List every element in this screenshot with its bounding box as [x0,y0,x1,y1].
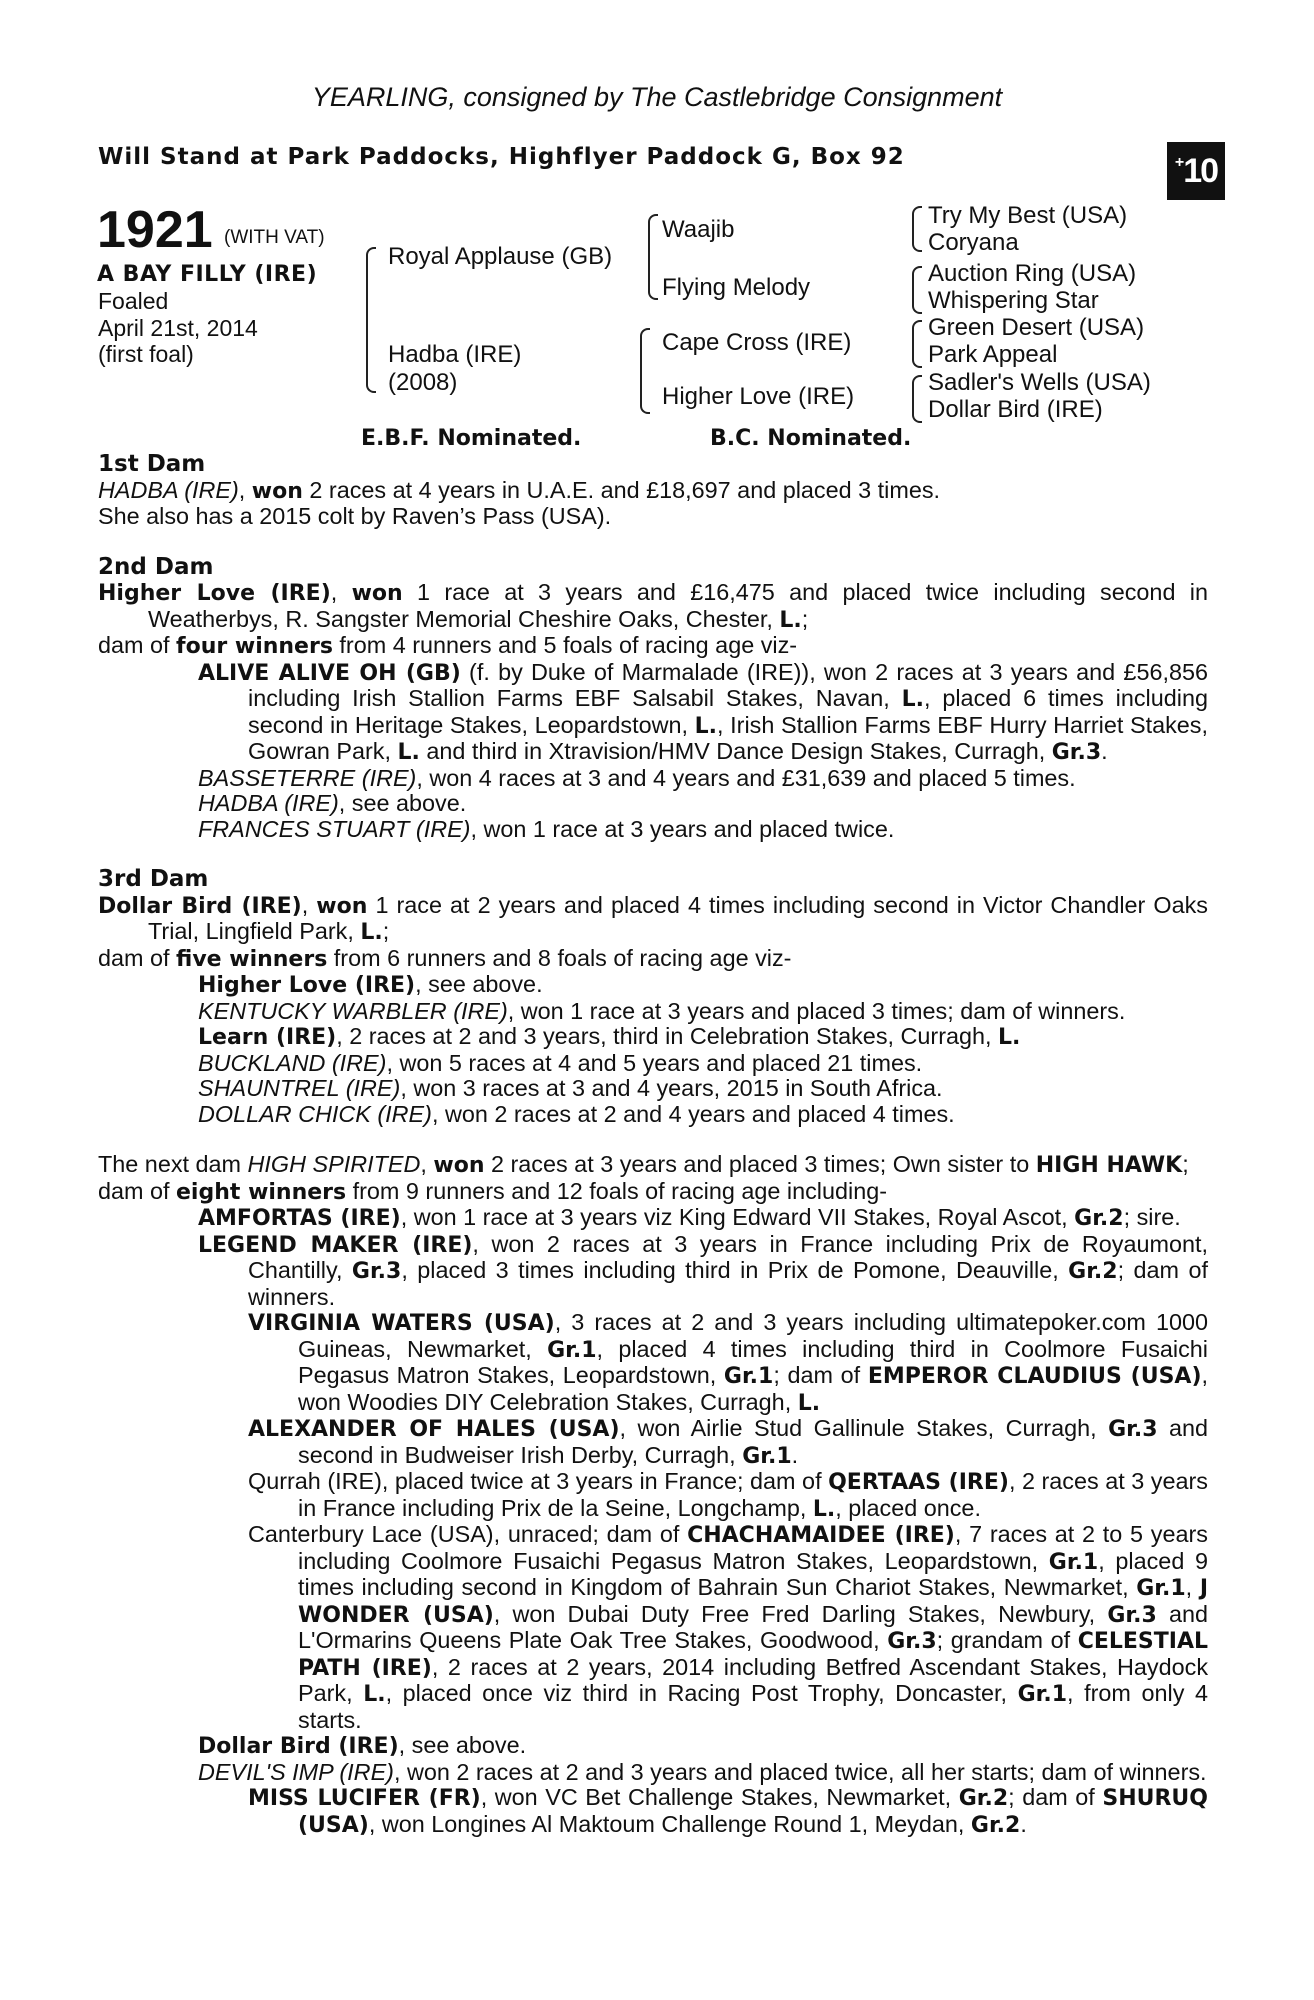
pedigree-brace-7 [912,375,922,423]
progeny-text: , 7 races at 2 to 5 years including Coolmore Fusaichi Pegasus Matron Stakes, Leopardstown, [298,1521,1208,1574]
progeny-entry [98,999,1208,1025]
progeny-text: , 3 races at 2 and 3 years including ultimatepoker.com 1000 Guineas, Newmarket, [298,1309,1208,1362]
lot-badge [1167,142,1225,200]
pedigree-dam-sire: Cape Cross (IRE) [662,329,852,356]
second-dam-title: 2nd Dam [98,553,214,580]
stabling-location: Will Stand at Park Paddocks, Highflyer Paddock G, Box 92 [98,144,905,170]
entry-text: The next dam [98,1151,248,1177]
progeny-entry [98,766,1208,792]
badge-plus: + [1174,154,1183,171]
group-label: Gr.2 [958,1786,1009,1811]
badge-number: 10 [1183,151,1218,190]
won-label: won [351,581,403,606]
progeny-name: DOLLAR CHICK (IRE) [198,1100,432,1127]
lot-name: A BAY FILLY (IRE) [97,262,318,287]
progeny-name: LEGEND MAKER (IRE) [198,1232,473,1258]
progeny-name: ALEXANDER OF HALES (USA) [248,1417,620,1442]
progeny-entry [98,1310,1208,1416]
progeny-text: , 2 races at 2 years, 2014 including Betfred Ascendant Stakes, Haydock Park, [298,1653,1209,1706]
foaled-label: Foaled [98,288,169,314]
second-dam-entry: Higher Love (IRE), won 1 race at 3 years and £16,475 and placed twice including second in Weatherbys, R. Sangster Memorial Cheshire Oaks, Chester, L.; [98,579,1208,633]
entry-text: 2 races at 4 years in U.A.E. and £18,697 and placed 3 times. [302,476,941,503]
progeny-entry [98,1522,1208,1733]
progeny-text: and third in Xtravision/HMV Dance Design Stakes, Curragh, [419,738,1052,764]
progeny-name: AMFORTAS (IRE) [198,1206,401,1231]
third-dam-dam-of [98,946,1208,973]
progeny-text: , [1185,1574,1200,1600]
progeny-text: ; dam of winners. [248,1257,1208,1310]
group-label: Gr.1 [742,1443,792,1469]
group-label: Gr.3 [1051,740,1102,765]
progeny-name: SHAUNTREL (IRE) [198,1075,401,1101]
group-label: Gr.3 [1108,1417,1158,1442]
entry-text-end: ; [801,605,809,632]
winners-count: five winners [176,946,328,972]
foaled-date: April 21st, 2014 [98,315,258,341]
progeny-text: ; grandam of [936,1627,1078,1653]
pedigree-g1: Try My Best (USA) [928,202,1128,229]
second-dam-dam-of [98,633,1208,660]
dam-name: Higher Love (IRE) [98,581,331,606]
catalogue-body [98,452,1208,1838]
listed-label: L. [779,607,802,633]
progeny-name: SHURUQ (USA) [298,1786,1208,1838]
pedigree-brace-6 [912,320,922,368]
progeny-text: . [1101,738,1108,764]
progeny-name: BASSETERRE (IRE) [198,764,417,791]
dam-name: Dollar Bird (IRE) [98,893,302,919]
pedigree-brace-2 [648,214,658,300]
progeny-name: KENTUCKY WARBLER (IRE) [198,997,508,1024]
progeny-entry [98,817,1208,843]
progeny-text: , won 5 races at 4 and 5 years and placed 21 times. [386,1049,923,1076]
lot-number: 1921 [97,201,213,259]
sister-name: HIGH HAWK [1035,1153,1183,1178]
group-label: Gr.3 [351,1259,402,1284]
first-dam-entry: HADBA (IRE), won 2 races at 4 years in U.A.E. and £18,697 and placed 3 times. [98,476,941,504]
dam-of-prefix: dam of [98,1177,177,1204]
progeny-text: , placed once. [835,1494,981,1521]
group-label: Gr.3 [1107,1602,1157,1628]
group-label: Gr.1 [723,1364,774,1389]
progeny-name: Learn (IRE) [198,1025,337,1050]
bc-nominated: B.C. Nominated. [710,426,912,451]
progeny-name: CELESTIAL PATH (IRE) [298,1629,1208,1681]
progeny-text: , won Airlie Stud Gallinule Stakes, Curragh, [619,1415,1109,1441]
progeny-name: DEVIL'S IMP (IRE) [198,1758,394,1785]
listed-label: L. [360,920,383,945]
progeny-entry [98,1205,1208,1232]
entry-text: ; [1182,1151,1189,1177]
pedigree-dam: Hadba (IRE) [388,341,522,368]
pedigree-sire-dam: Flying Melody [662,274,811,301]
dam-of-prefix: dam of [98,944,177,971]
progeny-entry [98,1760,1208,1786]
foal-note: (first foal) [98,341,194,367]
progeny-entry [98,1733,1208,1760]
progeny-name: Higher Love (IRE) [198,973,416,998]
group-label: Gr.1 [1048,1549,1099,1575]
progeny-text: Canterbury Lace (USA), unraced; dam of [248,1521,688,1547]
progeny-text: ; sire. [1123,1204,1181,1230]
progeny-entry [98,1785,1208,1838]
progeny-text: (f. by Duke of Marmalade (IRE)), won 2 races at 3 years and £56,856 including Irish Stallion Farms EBF Salsabil Stakes, Navan, [248,658,1208,711]
progeny-entry [98,1076,1208,1102]
next-dam-entry [98,1152,1208,1179]
third-dam-title: 3rd Dam [98,866,209,892]
next-dam-dam-of [98,1179,1208,1206]
progeny-text: , won 4 races at 3 and 4 years and £31,639 and placed 5 times. [416,764,1076,791]
progeny-entry [98,660,1208,766]
progeny-entry [98,1051,1208,1077]
progeny-text: , see above. [415,971,543,997]
listed-label: L. [694,713,718,739]
progeny-entry [98,1232,1208,1311]
progeny-text: ; dam of [1008,1784,1103,1810]
group-label: Gr.1 [1017,1682,1068,1707]
progeny-entry [98,1102,1208,1128]
pedigree-g3: Auction Ring (USA) [928,260,1137,287]
won-label: won [316,893,368,919]
progeny-name: J WONDER (USA) [298,1576,1208,1628]
pedigree-brace-5 [912,266,922,314]
progeny-text: ; dam of [773,1362,868,1388]
progeny-text: , won 3 races at 3 and 4 years, 2015 in South Africa. [400,1075,943,1101]
group-label: Gr.1 [1136,1576,1186,1601]
pedigree-sire: Royal Applause (GB) [388,243,613,270]
progeny-name: ALIVE ALIVE OH (GB) [198,660,461,686]
progeny-text: , placed once viz third in Racing Post Trophy, Doncaster, [385,1680,1018,1706]
progeny-text: , Irish Stallion Farms EBF Hurry Harriet Stakes, Gowran Park, [248,711,1208,764]
progeny-text: , won Longines Al Maktoum Challenge Round 1, Meydan, [368,1810,971,1837]
pedigree-brace-4 [912,206,922,252]
pedigree-dam-dam: Higher Love (IRE) [662,383,855,410]
pedigree-g5: Green Desert (USA) [928,314,1145,341]
winners-count: eight winners [176,1179,347,1205]
dam-of-suffix: from 4 runners and 5 foals of racing age viz- [332,632,798,658]
pedigree-sire-sire: Waajib [662,216,735,243]
won-label: won [251,478,303,504]
dam-of-suffix: from 9 runners and 12 foals of racing age including- [346,1177,888,1204]
entry-text: 1 race at 3 years and £16,475 and placed twice including second in Weatherbys, R. Sangster Memorial Cheshire Oaks, Chester, [148,579,1208,632]
progeny-text: , won 2 races at 2 and 3 years and placed twice, all her starts; dam of winners. [393,1758,1207,1785]
progeny-entry [98,1416,1208,1469]
progeny-text: Qurrah (IRE), placed twice at 3 years in France; dam of [248,1468,829,1494]
group-label: Gr.3 [887,1629,937,1654]
dam-of-suffix: from 6 runners and 8 foals of racing age viz- [327,944,792,971]
progeny-text: , see above. [338,790,467,816]
winners-count: four winners [176,634,333,659]
pedigree-brace-1 [366,247,376,393]
ebf-nominated: E.B.F. Nominated. [361,426,582,451]
progeny-text: , won 1 race at 3 years and placed twice. [470,815,895,842]
progeny-text: , placed 9 times including second in Kingdom of Bahrain Sun Chariot Stakes, Newmarket, [298,1547,1209,1600]
progeny-text: , won Dubai Duty Free Fred Darling Stakes, Newbury, [493,1600,1108,1627]
progeny-text: and L'Ormarins Queens Plate Oak Tree Stakes, Goodwood, [298,1600,1208,1653]
entry-text: , [420,1151,434,1177]
won-label: won [433,1153,485,1178]
progeny-text: , won 1 race at 3 years and placed 3 times; dam of winners. [507,997,1126,1024]
listed-label: L. [797,1390,821,1416]
progeny-text: . [791,1441,799,1468]
progeny-text: , placed 4 times including third in Coolmore Fusaichi Pegasus Matron Stakes, Leopardstown, [298,1335,1208,1388]
page-title: YEARLING, consigned by The Castlebridge Consignment [311,82,1003,112]
progeny-text: . [1020,1810,1027,1837]
progeny-name: BUCKLAND (IRE) [198,1049,387,1076]
progeny-name: Dollar Bird (IRE) [198,1734,399,1759]
pedigree-g4: Whispering Star [928,287,1099,314]
group-label: Gr.1 [547,1337,597,1363]
first-dam-line2: She also has a 2015 colt by Raven’s Pass (USA). [98,503,612,529]
progeny-text: , see above. [398,1732,527,1758]
group-label: Gr.2 [1068,1259,1118,1284]
listed-label: L. [901,687,925,712]
progeny-name: EMPEROR CLAUDIUS (USA) [867,1364,1202,1389]
pedigree-brace-3 [640,328,650,414]
progeny-text: , won VC Bet Challenge Stakes, Newmarket, [480,1784,959,1810]
progeny-text: , won Woodies DIY Celebration Stakes, Curragh, [298,1362,1208,1415]
progeny-entry [98,791,1208,817]
dam-name: HADBA (IRE) [98,476,239,503]
progeny-text: , won 2 races at 3 years in France including Prix de Royaumont, Chantilly, [248,1230,1209,1283]
progeny-text: , 2 races at 2 and 3 years, third in Celebration Stakes, Curragh, [336,1023,999,1049]
progeny-text: , placed 3 times including third in Prix de Pomone, Deauville, [401,1257,1069,1283]
progeny-name: VIRGINIA WATERS (USA) [248,1311,555,1336]
entry-text: 1 race at 2 years and placed 4 times including second in Victor Chandler Oaks Trial, Lingfield Park, [148,891,1208,944]
progeny-text: , placed 6 times including second in Heritage Stakes, Leopardstown, [248,685,1208,738]
pedigree-g2: Coryana [928,229,1019,256]
progeny-text: , from only 4 starts. [298,1680,1208,1733]
progeny-name: FRANCES STUART (IRE) [198,815,471,842]
pedigree-g7: Sadler's Wells (USA) [928,369,1151,396]
listed-label: L. [363,1682,386,1707]
progeny-text: , won 1 race at 3 years viz King Edward VII Stakes, Royal Ascot, [400,1204,1075,1230]
pedigree-g8: Dollar Bird (IRE) [928,396,1103,423]
entry-text-end: ; [382,918,390,944]
progeny-entry [98,1024,1208,1051]
progeny-text: and second in Budweiser Irish Derby, Curragh, [298,1415,1208,1468]
pedigree-dam-year: (2008) [388,369,458,396]
listed-label: L. [397,740,420,765]
dam-name: HIGH SPIRITED [247,1151,421,1177]
entry-text: 2 races at 3 years and placed 3 times; Own sister to [484,1151,1036,1177]
group-label: Gr.2 [970,1812,1021,1838]
progeny-text: , 2 races at 3 years in France including Prix de la Seine, Longchamp, [298,1468,1208,1521]
progeny-entry [98,972,1208,999]
progeny-name: CHACHAMAIDEE (IRE) [687,1523,955,1548]
pedigree-g6: Park Appeal [928,341,1058,368]
first-dam-title: 1st Dam [98,451,206,477]
dam-of-prefix: dam of [98,632,177,658]
progeny-text: , won 2 races at 2 and 4 years and placed 4 times. [431,1100,955,1127]
lot-vat: (WITH VAT) [224,227,325,248]
progeny-name: QERTAAS (IRE) [828,1470,1009,1495]
group-label: Gr.2 [1074,1206,1124,1231]
progeny-name: HADBA (IRE) [198,790,339,816]
listed-label: L. [812,1496,836,1522]
third-dam-entry: Dollar Bird (IRE), won 1 race at 2 years and placed 4 times including second in Victor Chandler Oaks Trial, Lingfield Park, L.; [98,891,1208,945]
listed-label: L. [998,1025,1021,1050]
progeny-name: MISS LUCIFER (FR) [248,1786,481,1811]
progeny-entry [98,1469,1208,1522]
